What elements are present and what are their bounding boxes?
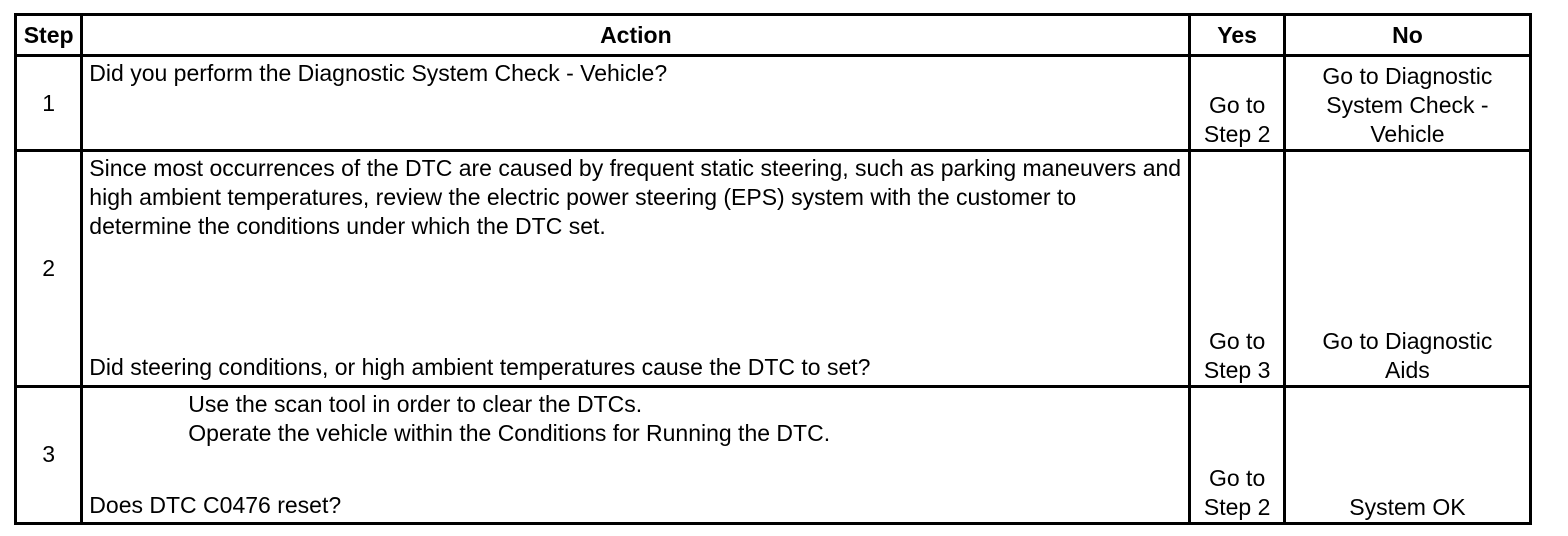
no-text: System Check -	[1326, 92, 1489, 119]
step-number: 1	[16, 56, 82, 151]
action-cell	[82, 386, 1190, 523]
action-question: Did you perform the Diagnostic System Check - Vehicle?	[89, 60, 668, 86]
diagnostic-table	[14, 13, 1532, 525]
no-cell	[1284, 56, 1530, 151]
action-question: Does DTC C0476 reset?	[89, 491, 342, 518]
no-text: Go to Diagnostic	[1322, 63, 1493, 90]
yes-text: Step 2	[1203, 494, 1271, 520]
action-steps	[89, 390, 1182, 448]
yes-text: Go to	[1208, 327, 1266, 354]
action-instructions: Since most occurrences of the DTC are caused by frequent static steering, such as parking maneuvers and high ambient temperatures, review the electric power steering (EPS) system with the customer to determine the conditions under which the DTC set.	[89, 155, 1182, 240]
header-action: Action	[82, 15, 1190, 56]
table-header-row	[16, 15, 1531, 56]
header-step: Step	[16, 15, 82, 56]
no-text: System OK	[1349, 494, 1466, 520]
step-number: 3	[16, 386, 82, 523]
table-row	[16, 151, 1531, 387]
no-text: Vehicle	[1370, 121, 1445, 148]
table-row	[16, 56, 1531, 151]
action-cell	[82, 56, 1190, 151]
header-yes: Yes	[1190, 15, 1284, 56]
action-step-item: Operate the vehicle within the Conditions for Running the DTC.	[188, 419, 831, 446]
no-text: Aids	[1385, 356, 1430, 383]
step-number: 2	[16, 151, 82, 387]
yes-cell	[1190, 56, 1284, 151]
no-cell	[1284, 386, 1530, 523]
yes-text: Step 3	[1203, 356, 1271, 383]
no-cell	[1284, 151, 1530, 387]
yes-cell	[1190, 151, 1284, 387]
no-text: Go to Diagnostic	[1322, 327, 1493, 354]
yes-text: Step 2	[1203, 121, 1271, 148]
yes-text: Go to	[1208, 92, 1266, 119]
yes-text: Go to	[1208, 465, 1266, 491]
action-step-item: Use the scan tool in order to clear the DTCs.	[188, 390, 643, 417]
action-cell	[82, 151, 1190, 387]
yes-cell	[1190, 386, 1284, 523]
table-row	[16, 386, 1531, 523]
action-question: Did steering conditions, or high ambient temperatures cause the DTC to set?	[89, 354, 871, 381]
header-no: No	[1284, 15, 1530, 56]
